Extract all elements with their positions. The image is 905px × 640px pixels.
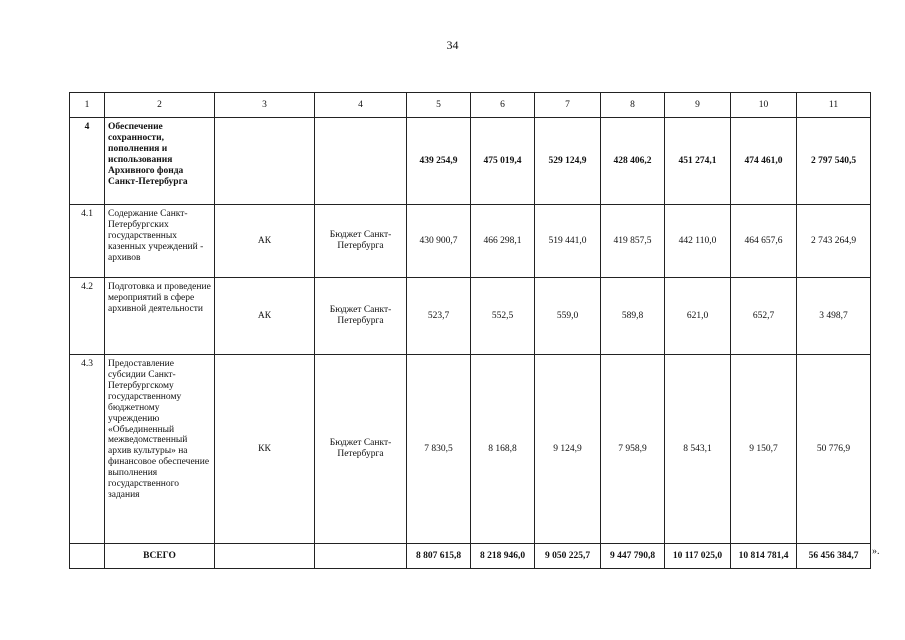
row-value: 475 019,4 [471, 118, 535, 205]
total-value: 9 050 225,7 [535, 544, 601, 569]
row-number: 4.3 [70, 355, 105, 544]
row-name: Предоставление субсидии Санкт-Петербургскому государственному бюджетному учреждению «Объединенный межведомственный архив культуры» на финансовое обеспечение выполнения государственного задания [105, 355, 215, 544]
column-number: 11 [797, 93, 871, 118]
row-value: 559,0 [535, 278, 601, 355]
row-value: 451 274,1 [665, 118, 731, 205]
row-value: 8 543,1 [665, 355, 731, 544]
row-value: 9 124,9 [535, 355, 601, 544]
row-value: 474 461,0 [731, 118, 797, 205]
row-number: 4 [70, 118, 105, 205]
total-value: 10 814 781,4 [731, 544, 797, 569]
row-name: Обеспечение сохранности, пополнения и использования Архивного фонда Санкт-Петербурга [105, 118, 215, 205]
row-value: 8 168,8 [471, 355, 535, 544]
table-row-section-4 [70, 118, 871, 205]
column-number: 3 [215, 93, 315, 118]
column-number: 8 [601, 93, 665, 118]
column-number: 6 [471, 93, 535, 118]
row-value: 419 857,5 [601, 205, 665, 278]
row-executor: АК [215, 205, 315, 278]
row-value: 7 830,5 [407, 355, 471, 544]
column-number: 5 [407, 93, 471, 118]
row-value: 442 110,0 [665, 205, 731, 278]
row-value: 466 298,1 [471, 205, 535, 278]
total-value: 8 807 615,8 [407, 544, 471, 569]
row-value: 3 498,7 [797, 278, 871, 355]
table-row-4-3 [70, 355, 871, 544]
table-row-4-2 [70, 278, 871, 355]
table-header-row [70, 93, 871, 118]
row-value: 439 254,9 [407, 118, 471, 205]
total-empty-cell [315, 544, 407, 569]
row-value: 9 150,7 [731, 355, 797, 544]
row-value: 50 776,9 [797, 355, 871, 544]
budget-table [69, 92, 871, 569]
column-number: 4 [315, 93, 407, 118]
column-number: 9 [665, 93, 731, 118]
row-name: Содержание Санкт-Петербургских государственных казенных учреждений - архивов [105, 205, 215, 278]
total-value: 56 456 384,7 [797, 544, 871, 569]
row-value: 464 657,6 [731, 205, 797, 278]
row-name: Подготовка и проведение мероприятий в сфере архивной деятельности [105, 278, 215, 355]
row-source: Бюджет Санкт-Петербурга [315, 355, 407, 544]
total-empty-cell [215, 544, 315, 569]
row-value: 652,7 [731, 278, 797, 355]
row-value: 2 743 264,9 [797, 205, 871, 278]
row-source [315, 118, 407, 205]
page-number: 34 [446, 38, 459, 52]
row-number: 4.1 [70, 205, 105, 278]
closing-quote-mark: ». [872, 546, 880, 557]
total-value: 10 117 025,0 [665, 544, 731, 569]
table-row-total [70, 544, 871, 569]
row-executor [215, 118, 315, 205]
row-value: 2 797 540,5 [797, 118, 871, 205]
row-value: 519 441,0 [535, 205, 601, 278]
column-number: 10 [731, 93, 797, 118]
row-value: 621,0 [665, 278, 731, 355]
row-executor: КК [215, 355, 315, 544]
total-value: 9 447 790,8 [601, 544, 665, 569]
total-empty-cell [70, 544, 105, 569]
table-row-4-1 [70, 205, 871, 278]
row-value: 589,8 [601, 278, 665, 355]
row-source: Бюджет Санкт-Петербурга [315, 278, 407, 355]
row-value: 7 958,9 [601, 355, 665, 544]
total-label: ВСЕГО [105, 544, 215, 569]
column-number: 1 [70, 93, 105, 118]
row-value: 523,7 [407, 278, 471, 355]
row-value: 552,5 [471, 278, 535, 355]
row-executor: АК [215, 278, 315, 355]
column-number: 2 [105, 93, 215, 118]
column-number: 7 [535, 93, 601, 118]
total-value: 8 218 946,0 [471, 544, 535, 569]
row-value: 428 406,2 [601, 118, 665, 205]
row-value: 430 900,7 [407, 205, 471, 278]
row-value: 529 124,9 [535, 118, 601, 205]
row-source: Бюджет Санкт-Петербурга [315, 205, 407, 278]
row-number: 4.2 [70, 278, 105, 355]
